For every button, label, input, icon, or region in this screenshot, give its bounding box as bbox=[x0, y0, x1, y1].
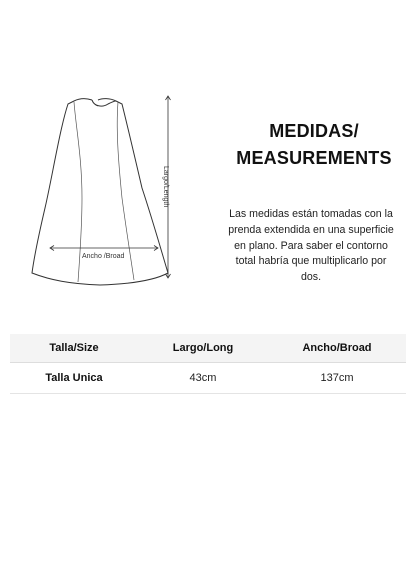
size-table bbox=[10, 334, 406, 394]
column-header-width: Ancho/Broad bbox=[302, 342, 372, 354]
page-title bbox=[226, 118, 402, 172]
measurement-note: Las medidas están tomadas con la prenda extendida en una superficie en plano. Para saber el contorno total habría que multiplicarlo por dos. bbox=[228, 208, 394, 284]
column-header-length: Largo/Long bbox=[172, 342, 234, 354]
table-row bbox=[10, 363, 406, 394]
cell-size: Talla Unica bbox=[10, 363, 138, 394]
column-header-size: Talla/Size bbox=[49, 342, 99, 354]
cape-sketch bbox=[30, 88, 180, 303]
table-header-row bbox=[10, 334, 406, 363]
cell-width: 137cm bbox=[268, 363, 406, 394]
title-line-1: MEDIDAS/ bbox=[269, 121, 359, 141]
length-label: Largo/Length bbox=[162, 166, 169, 208]
width-label: Ancho /Broad bbox=[82, 253, 125, 260]
garment-diagram bbox=[30, 88, 180, 303]
title-line-2: MEASUREMENTS bbox=[236, 148, 392, 168]
seam-left bbox=[74, 102, 82, 282]
cell-length: 43cm bbox=[138, 363, 268, 394]
